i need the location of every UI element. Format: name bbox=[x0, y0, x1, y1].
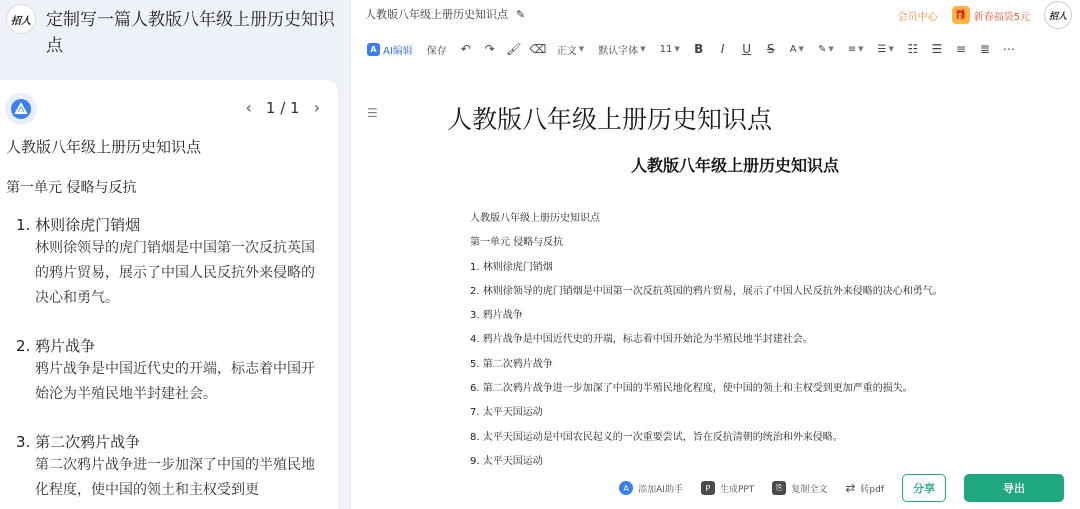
chevron-down-icon: ▼ bbox=[828, 45, 834, 53]
format-painter-icon[interactable]: 🖌 bbox=[506, 42, 522, 56]
gift-icon: 🎁 bbox=[952, 6, 970, 24]
list-item-heading: 1. 林则徐虎门销烟 bbox=[16, 216, 141, 234]
list-item bbox=[16, 431, 326, 503]
chat-prompt: 定制写一篇人教版八年级上册历史知识点 bbox=[46, 10, 335, 56]
chevron-down-icon: ▼ bbox=[798, 45, 804, 53]
page-title: 人教版八年级上册历史知识点 bbox=[447, 105, 773, 134]
avatar[interactable]: 招人 bbox=[1044, 1, 1072, 29]
doc-title-bar bbox=[365, 6, 525, 22]
chevron-down-icon: ▼ bbox=[858, 45, 864, 53]
generate-ppt-label: 生成PPT bbox=[719, 484, 755, 495]
pencil-icon[interactable]: ✎ bbox=[516, 7, 526, 21]
copy-icon: ⎘ bbox=[772, 481, 786, 495]
outline-toggle-icon[interactable]: ☰ bbox=[367, 106, 378, 120]
chevron-down-icon: ▼ bbox=[888, 45, 894, 53]
ai-edit-label: AI编辑 bbox=[383, 45, 413, 57]
answer-unit: 第一单元 侵略与反抗 bbox=[6, 180, 137, 196]
font-color-button[interactable]: A ▼ bbox=[789, 43, 804, 55]
export-button[interactable]: 导出 bbox=[964, 474, 1064, 502]
answer-pager bbox=[246, 98, 321, 117]
top-actions bbox=[898, 0, 1072, 30]
document-line: 9. 太平天国运动 bbox=[470, 455, 543, 467]
document-line: 6. 第二次鸦片战争进一步加深了中国的半殖民地化程度，使中国的领土和主权受到更加严重的损失。 bbox=[470, 383, 913, 395]
font-family-select[interactable] bbox=[594, 39, 649, 59]
add-ai-assistant-button[interactable] bbox=[619, 481, 683, 495]
underline-icon[interactable]: U bbox=[742, 42, 752, 56]
bottom-action-bar bbox=[351, 472, 1080, 504]
list-item-body: 林则徐领导的虎门销烟是中国第一次反抗英国的鸦片贸易，展示了中国人民反抗外来侵略的决心和勇气。 bbox=[35, 240, 315, 306]
more-icon[interactable]: ⋯ bbox=[1002, 42, 1015, 56]
document-line: 1. 林则徐虎门销烟 bbox=[470, 261, 553, 273]
chevron-right-icon[interactable]: › bbox=[313, 98, 320, 117]
copy-all-button[interactable] bbox=[772, 481, 827, 495]
list-item bbox=[16, 335, 326, 407]
pager-count: 1 / 1 bbox=[265, 98, 300, 117]
document-page[interactable] bbox=[447, 95, 1047, 470]
answer-list bbox=[16, 214, 326, 509]
convert-icon: ⇄ bbox=[845, 481, 856, 495]
font-size-label: 11 bbox=[659, 43, 673, 55]
chat-panel bbox=[0, 0, 350, 509]
coupon-label: 新春福袋5元 bbox=[973, 11, 1030, 23]
document-line: 4. 鸦片战争是中国近代史的开端，标志着中国开始沦为半殖民地半封建社会。 bbox=[470, 334, 813, 346]
answer-card bbox=[0, 80, 338, 509]
redo-icon[interactable]: ↷ bbox=[484, 42, 495, 56]
font-family-label: 默认字体 bbox=[598, 45, 639, 57]
add-ai-assistant-label: 添加AI助手 bbox=[638, 484, 683, 495]
document-line: 3. 鸦片战争 bbox=[470, 310, 523, 322]
document-line: 第一单元 侵略与反抗 bbox=[470, 237, 564, 249]
to-pdf-label: 转pdf bbox=[860, 484, 884, 495]
ai-assistant-icon: A bbox=[619, 481, 633, 495]
chevron-left-icon[interactable]: ‹ bbox=[245, 98, 252, 117]
eraser-icon[interactable]: ⌫ bbox=[529, 42, 547, 56]
save-button[interactable]: 保存 bbox=[426, 45, 447, 57]
align-justify-icon[interactable]: ≣ bbox=[979, 42, 990, 56]
bold-icon[interactable]: B bbox=[694, 42, 704, 56]
generate-ppt-button[interactable] bbox=[701, 481, 754, 495]
ppt-icon: P bbox=[701, 481, 715, 495]
numbered-list-icon[interactable]: ☰ bbox=[931, 42, 943, 56]
font-size-select[interactable] bbox=[656, 39, 684, 59]
document-line: 8. 太平天国运动是中国农民起义的一次重要尝试，旨在反抗清朝的统治和外来侵略。 bbox=[470, 431, 843, 443]
user-avatar: 招人 bbox=[6, 4, 36, 34]
highlight-button[interactable]: ✎ ▼ bbox=[817, 43, 834, 55]
member-center-link[interactable]: 会员中心 bbox=[897, 11, 938, 23]
align-left-icon[interactable]: ≡ bbox=[955, 42, 966, 56]
align-button[interactable]: ≡ ▼ bbox=[847, 43, 864, 55]
list-item bbox=[16, 214, 326, 311]
chevron-down-icon: ▼ bbox=[674, 45, 680, 53]
chevron-down-icon: ▼ bbox=[578, 45, 585, 53]
strikethrough-icon[interactable]: S bbox=[766, 42, 775, 56]
ai-logo-icon bbox=[5, 93, 37, 125]
list-item-heading: 2. 鸦片战争 bbox=[16, 337, 96, 355]
bullet-list-icon[interactable]: ☷ bbox=[907, 42, 919, 56]
answer-title: 人教版八年级上册历史知识点 bbox=[6, 138, 202, 156]
paragraph-style-label: 正文 bbox=[556, 45, 577, 57]
to-pdf-button[interactable] bbox=[845, 481, 884, 495]
editor-panel bbox=[351, 0, 1080, 509]
list-item-body: 第二次鸦片战争进一步加深了中国的半殖民地化程度，使中国的领土和主权受到更 bbox=[35, 457, 315, 498]
italic-icon[interactable]: I bbox=[720, 42, 725, 56]
list-item-body: 鸦片战争是中国近代史的开端，标志着中国开始沦为半殖民地半封建社会。 bbox=[35, 361, 315, 402]
doc-title[interactable]: 人教版八年级上册历史知识点 bbox=[365, 8, 508, 21]
document-body bbox=[470, 207, 1030, 470]
coupon-badge[interactable] bbox=[952, 6, 1030, 24]
chat-header bbox=[0, 0, 350, 80]
document-line: 5. 第二次鸦片战争 bbox=[470, 358, 553, 370]
editor-toolbar bbox=[351, 36, 1080, 62]
document-line: 2. 林则徐领导的虎门销烟是中国第一次反抗英国的鸦片贸易，展示了中国人民反抗外来侵略的决心和勇气。 bbox=[470, 285, 943, 297]
ai-logo-icon: A bbox=[367, 43, 380, 56]
list-item-heading: 3. 第二次鸦片战争 bbox=[16, 433, 141, 451]
share-button[interactable]: 分享 bbox=[902, 474, 946, 502]
undo-icon[interactable]: ↶ bbox=[460, 42, 471, 56]
paragraph-style-select[interactable] bbox=[553, 39, 588, 59]
copy-all-label: 复制全文 bbox=[791, 484, 828, 495]
line-spacing-button[interactable]: ☰ ▼ bbox=[877, 43, 894, 55]
chevron-down-icon: ▼ bbox=[640, 45, 646, 53]
document-line: 7. 太平天国运动 bbox=[470, 407, 543, 419]
document-heading: 人教版八年级上册历史知识点 bbox=[631, 156, 840, 175]
document-line: 人教版八年级上册历史知识点 bbox=[470, 213, 600, 224]
ai-edit-button[interactable] bbox=[363, 39, 417, 59]
